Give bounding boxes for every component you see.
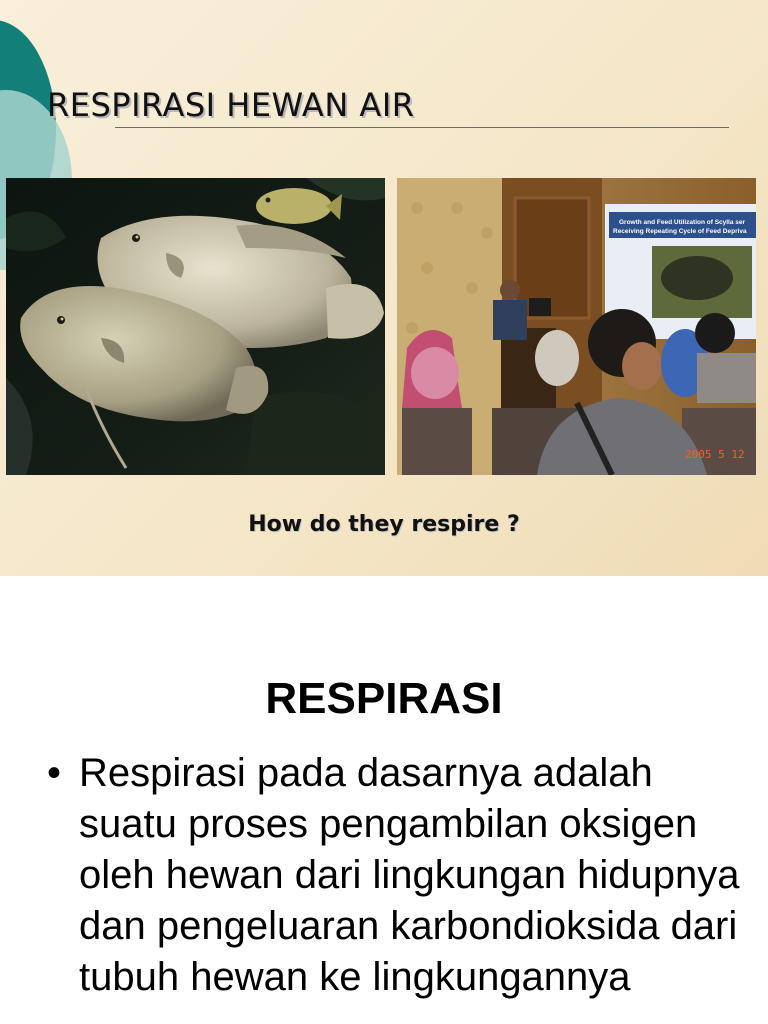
slide-1-title: RESPIRASI HEWAN AIR: [47, 86, 415, 124]
photo-timestamp: 2005 5 12: [685, 448, 745, 461]
bullet-point-icon: •: [47, 751, 62, 795]
list-item: [47, 748, 759, 1003]
slide-2: [0, 576, 768, 1024]
title-underline: [115, 127, 729, 128]
bullet-text: Respirasi pada dasarnya adalah suatu proses pengambilan oksigen oleh hewan dari lingkungan hidupnya dan pengeluaran karbondioksida dari tubuh hewan ke lingkungannya: [79, 751, 740, 999]
slide-2-title: RESPIRASI: [265, 674, 503, 723]
bullet-list: [47, 748, 759, 1003]
screen-text-line-2: Receiving Repeating Cycle of Feed Depriva: [613, 228, 747, 235]
slide-1-caption: How do they respire ?: [248, 512, 520, 537]
screen-text-line-1: Growth and Feed Utilization of Scylla ser: [619, 219, 746, 226]
seminar-photo: [397, 178, 756, 475]
fish-photo: [6, 178, 385, 475]
